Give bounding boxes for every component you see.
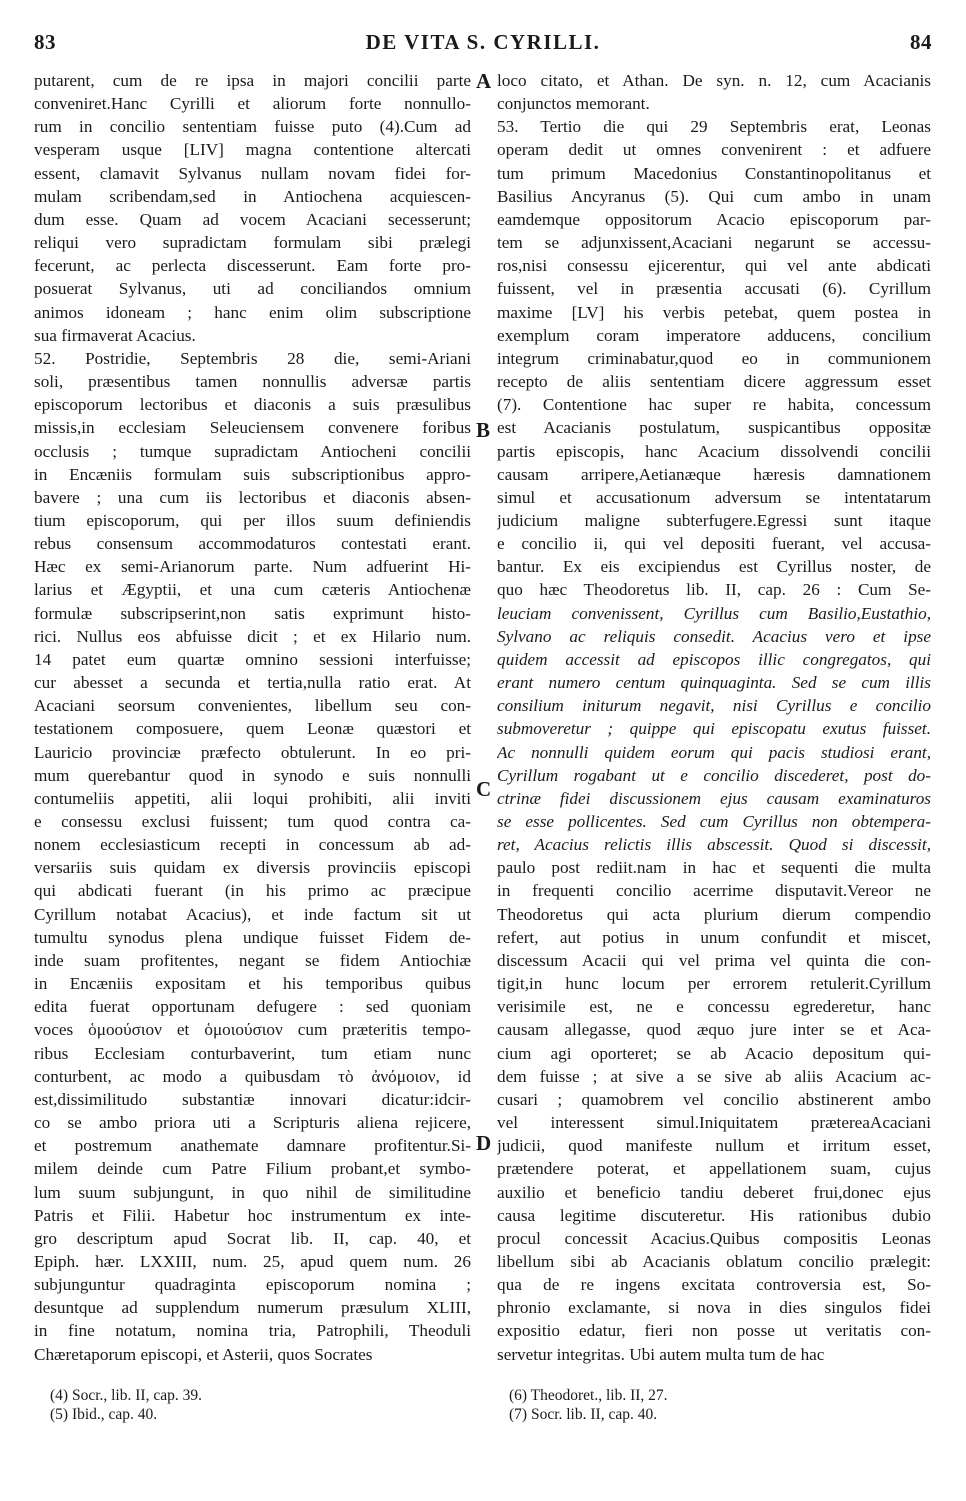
text-line: Lauricio provinciæ præfecto obtulerunt. In eo pri- [34,742,471,762]
text-line: judicium maligne subterfugere.Egressi sunt itaque [497,510,931,530]
text-line: occlusis ; tumque supradictam Antiocheni concilii [34,441,471,461]
text-line: conjunctos memorant. [497,94,650,114]
text-line: dum esse. Quam ad vocem Acaciani secesserunt; [34,209,471,229]
text-line: Sylvano ac reliquis consedit. Acacius vero et ipse [497,626,931,646]
text-line: co se ambo priora uti a Scripturis aliena rejicere, [34,1113,471,1133]
text-line: vesperam usque [LIV] magna contentione altercati [34,140,471,160]
text-line: servetur integritas. Ubi autem multa tum de hac [497,1344,825,1364]
text-line: Ac nonnulli quidem eorum qui pacis studiosi erant, [497,742,931,762]
text-line: Cyrillum notabat Acacius), et inde factum sit ut [34,904,471,924]
text-line: judicii, quod manifeste nullum et irritum esset, [497,1136,931,1156]
text-line: causam allegasse, quod æquo jure inter se et Aca- [497,1020,931,1040]
text-line: posuerat Sylvanus, uti ad conciliandos omnium [34,279,471,299]
text-line: bantur. Ex eis excipiendus est Cyrillus noster, de [497,557,931,577]
right-footnotes [509,1386,668,1424]
text-line: missis,in ecclesiam Seleuciensem convenere foribus [34,418,471,438]
text-line: Hæc ex semi-Arianorum parte. Num adfuerint Hi- [34,557,471,577]
text-line: eamdemque oppositorum Acacio episcoporum par- [497,209,931,229]
text-line: verisimile est, ne e concessu egrederetur, hanc [497,997,931,1017]
text-line: (5) Ibid., cap. 40. [50,1406,158,1423]
text-line: ribus Ecclesiam conturbaverint, tum etiam nunc [34,1043,471,1063]
text-line: in Encæniis expositam et his temporibus quibus [34,974,471,994]
text-line: (7). Contentione hac super re habita, concessum [497,395,931,415]
text-line: e consessu exclusi fuissent; tum quod contra ca- [34,812,471,831]
text-line: ret, Acacius relictis illis abscessit. Quod si discessit, [497,835,931,855]
text-line: cur abesset a secunda et tertia,nulla ratio erat. At [34,673,471,693]
text-line: tigit,in hunc locum per errorem retulerit.Cyrillum [497,974,931,994]
text-line: erant numero centum quinquaginta. Sed se cum illis [497,673,931,693]
text-line: refert, aut potius in unum confundit et miscet, [497,927,931,947]
running-header [34,30,932,60]
text-line: rebus consensum accommodaturos contestati erant. [34,534,471,554]
running-title: DE VITA S. CYRILLI. [365,30,601,54]
right-text-column [497,69,931,1366]
text-line: procul concessit Acacius.Quibus compositis Leonas [497,1228,931,1248]
text-line: loco citato, et Athan. De syn. n. 12, cum Acacianis [497,71,931,90]
text-line: exemplum coram imperatore adducens, concilium [497,325,931,345]
text-line: libellum sibi ab Acacianis oblatum concilio prælegit: [497,1251,931,1271]
text-line: expositio edatur, fieri non posse ut veritatis con- [497,1321,931,1341]
text-line: tem se adjunxissent,Acaciani negarunt se accessu- [497,233,931,253]
text-line: essent, clamavit Sylvanus nullam novam fidei for- [34,163,471,183]
text-line: animos idoneam ; hanc enim olim subscriptione [34,302,471,322]
text-line: sua firmaverat Acacius. [34,325,196,345]
text-line: contumeliis appetiti, alii loqui prohibiti, alii inviti [34,788,471,808]
text-line: ctrinæ fidei discussionem ejus causam examinaturos [497,788,931,808]
text-line: fecerunt, ac perlecta discesserunt. Eam forte pro- [34,256,471,276]
text-line: cusari ; quamobrem vel concilio abstinerent ambo [497,1089,931,1109]
text-line: Epiph. hær. LXXIII, num. 25, apud quem num. 26 [34,1251,471,1271]
text-line: dem fuisse ; at sive a se sive ab aliis Acacium ac- [497,1066,931,1086]
text-line: in frequenti concilio acerrime disputavit.Vereor ne [497,881,931,901]
text-line: discessum Acacii qui vel prima vel quinta die con- [497,950,931,970]
text-line: operam dedit ut omnes convenirent : et adfuere [497,140,931,160]
text-line: Acaciani seorsum convenientes, libellum seu con- [34,696,471,716]
text-line: et postremum anathemate damnare profitentur.Si- [34,1136,471,1156]
text-line: voces ὁμοούσιον et ὁμοιούσιον cum præteritis tempo- [34,1020,471,1040]
text-line: 52. Postridie, Septembris 28 die, semi-Ariani [34,348,471,368]
text-line: rum in concilio sententiam fuisse puto (4).Cum ad [34,117,471,137]
text-line: soli, præsentibus tamen nonnullis adversæ partis [34,372,471,392]
text-line: reliqui vero supradictam formulam sibi prælegi [34,233,471,253]
text-line: fuissent, vel in præsentia accusati (6). Cyrillum [497,279,931,299]
text-line: est,dissimilitudo substantiæ innovari dicatur:idcir- [34,1089,471,1109]
text-line: Basilius Ancyranus (5). Qui cum ambo in unam [497,186,931,206]
text-line: ros,nisi consessu ejicerentur, qui vel ante abdicati [497,256,931,276]
right-page-number: 84 [910,30,932,54]
left-footnotes [50,1386,202,1424]
text-line: bavere ; una cum iis lectoribus et diaconis absen- [34,487,471,507]
text-line: nonem ecclesiasticum recepti in concessum ab ad- [34,835,471,855]
text-line: consilium initurum negavit, nisi Cyrillus e concilio [497,696,931,716]
left-text-column [34,69,471,1366]
text-line: est Acacianis postulatum, suspicantibus oppositæ [497,418,931,438]
text-line: 14 patet eum quartæ omnino sessioni interfuisse; [34,649,471,669]
margin-marker-b: B [476,418,491,442]
text-line: simul et accusationum adversum se intentatarum [497,487,931,507]
text-line: subjunguntur quadraginta episcoporum nomina ; [34,1275,471,1295]
text-line: in fine notatum, nomina tria, Patrophili, Theoduli [34,1321,471,1341]
text-line: vel interessent simul.Iniquitatem prætereaAcaciani [497,1113,931,1133]
text-line: episcoporum lectoribus et diaconis a suis præsulibus [34,395,471,415]
text-line: maxime [LV] his verbis petebat, quem postea in [497,302,931,322]
text-line: (4) Socr., lib. II, cap. 39. [50,1387,202,1404]
text-line: putarent, cum de re ipsa in majori concilii parte [34,71,471,90]
text-line: testationem composuere, quem Leonæ quæstori et [34,719,471,739]
text-line: mum querebantur quod in synodo e suis nonnulli [34,765,471,785]
text-line: mulam scribendam,sed in Antiochena acquiescen- [34,186,471,206]
margin-marker-a: A [476,69,492,93]
text-line: lum suum subjungunt, in quo nihil de similitudine [34,1182,471,1202]
text-line: integrum criminabatur,quod eo in communionem [497,348,931,368]
text-line: qua de re ingens excitata controversia est, So- [497,1275,931,1295]
text-line: leuciam convenissent, Cyrillus cum Basilio,Eustathio, [497,603,931,623]
left-page-number: 83 [34,30,56,54]
text-line: Theodoretus qui acta plurium dierum compendio [497,904,931,924]
text-line: inde suam profitentes, negant se fidem Antiochiæ [34,950,471,970]
text-line: Patris et Filii. Habetur hoc instrumentum ex inte- [34,1205,471,1225]
text-line: qui abdicati fuerant (in his primo ac præcipue [34,881,471,901]
text-line: milem deinde cum Patre Filium probant,et symbo- [34,1159,471,1179]
text-line: conturbent, ac modo a quibusdam τὸ ἀνόμοιον, id [34,1066,471,1086]
text-line: (6) Theodoret., lib. II, 27. [509,1387,668,1404]
text-line: versariis suis quidam ex diversis provinciis episcopi [34,858,471,878]
text-line: desuntque ad supplendum numerum præsulum XLIII, [34,1298,471,1318]
text-line: edita fuerat opportunam defugere : sed quoniam [34,997,471,1017]
text-line: cium agi oporteret; se ab Acacio depositum qui- [497,1043,931,1063]
text-line: tumultu synodus plena undique fuisset Fidem de- [34,927,471,947]
text-line: larius et Ægyptii, et una cum cæteris Antiochenæ [34,580,471,600]
text-line: causa legitime discuteretur. His rationibus dubio [497,1205,931,1225]
text-line: se esse pollicentes. Sed cum Cyrillus non obtempera- [497,812,931,831]
text-line: causam arripere,Aetianæque hæresis damnationem [497,464,931,484]
text-line: quidem accessit ad episcopos illic congregatos, qui [497,649,931,669]
text-line: tum primum Macedonius Constantinopolitanus et [497,163,931,183]
text-line: e concilio ii, qui vel depositi fuerant, vel accusa- [497,534,931,554]
text-line: gro descriptum apud Socrat lib. II, cap. 40, et [34,1228,471,1248]
text-line: tium episcoporum, qui per illos suum definiendis [34,510,471,530]
text-line: formulæ subscripserint,non satis exprimunt histo- [34,603,471,623]
text-line: paulo post rediit.nam in hac et sequenti die multa [497,858,931,878]
text-line: prætendere poterat, et appellationem suam, cujus [497,1159,931,1179]
text-line: quo hæc Theodoretus lib. II, cap. 26 : Cum Se- [497,580,931,600]
margin-marker-c: C [476,777,492,801]
text-line: auxilio et beneficio tandiu deberet frui,donec ejus [497,1182,931,1202]
text-line: conveniret.Hanc Cyrilli et aliorum forte nonnullo- [34,94,471,114]
text-line: in Encæniis formulam suis subscriptionibus appro- [34,464,471,484]
margin-marker-d: D [476,1131,492,1155]
text-line: (7) Socr. lib. II, cap. 40. [509,1406,658,1423]
text-line: Chæretaporum episcopi, et Asterii, quos Socrates [34,1344,373,1364]
text-line: submoveretur ; quippe qui episcopatu exutus fuisset. [497,719,931,739]
text-line: 53. Tertio die qui 29 Septembris erat, Leonas [497,117,931,137]
text-line: Cyrillum rogabant ut e concilio discederet, post do- [497,765,931,785]
text-line: phronio exclamante, si nova in dies singulos fidei [497,1298,931,1318]
text-line: recepto de aliis sententiam dicere aggressum esset [497,372,931,392]
text-line: partis episcopis, hanc Acacium dissolvendi concilii [497,441,931,461]
text-line: rici. Nullus eos abfuisse dicit ; et ex Hilario num. [34,626,471,646]
